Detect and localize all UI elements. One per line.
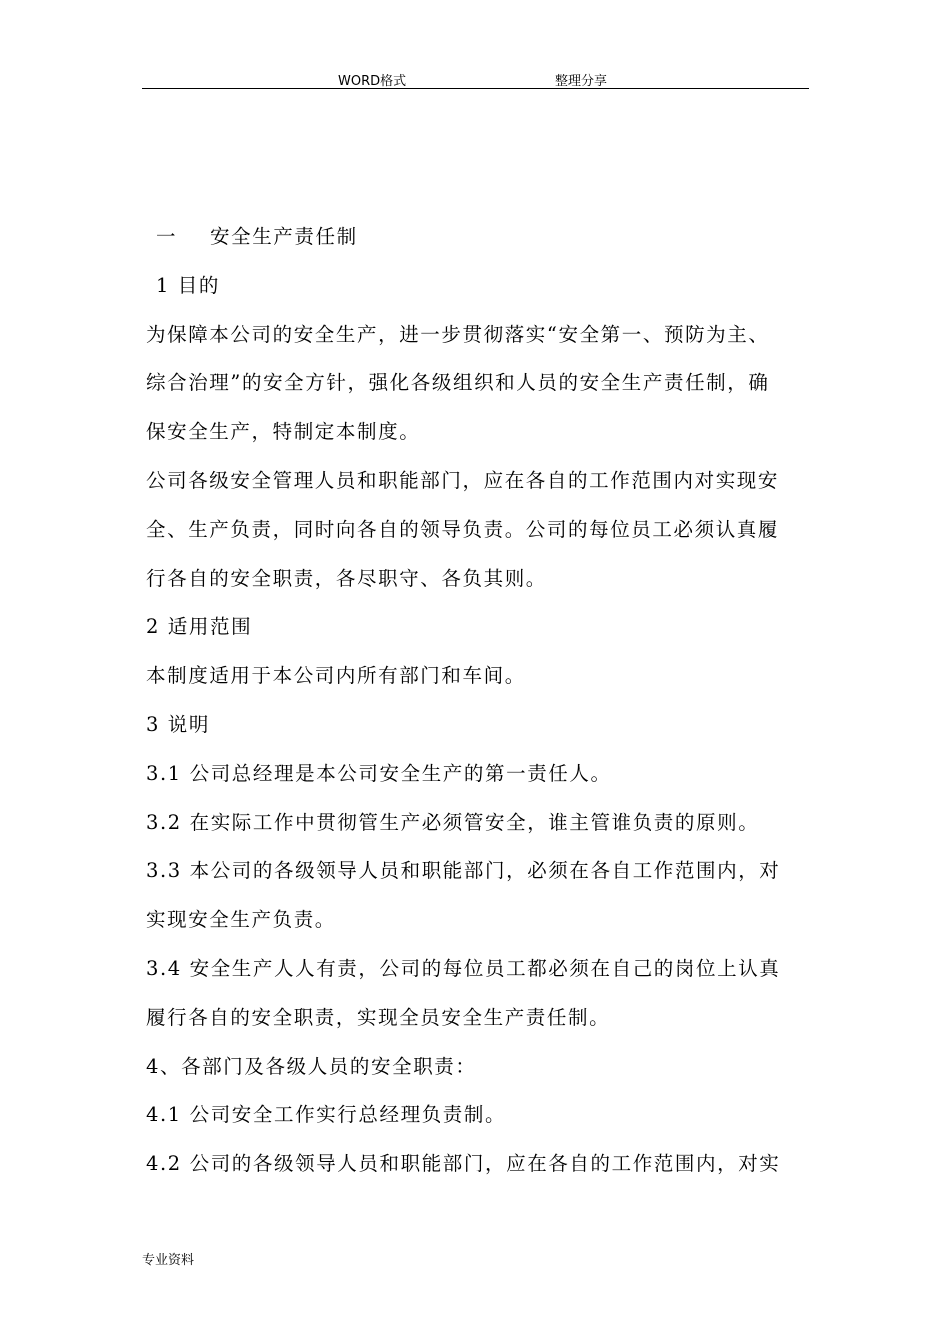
section-number: 一: [156, 225, 178, 248]
paragraph-line: 公司各级安全管理人员和职能部门，应在各自的工作范围内对实现安: [146, 468, 780, 492]
paragraph-line: 行各自的安全职责，各尽职守、各负其则。: [146, 566, 547, 590]
paragraph-line: 履行各自的安全职责，实现全员安全生产责任制。: [146, 1005, 611, 1029]
header-share-label: 整理分享: [555, 74, 608, 89]
subheading-duties: 4、各部门及各级人员的安全职责：: [146, 1054, 477, 1078]
page-header: [142, 70, 809, 88]
subheading-explanation: 3 说明: [146, 712, 211, 736]
clause-4-1: 4.1 公司安全工作实行总经理负责制。: [146, 1103, 507, 1127]
header-divider: [142, 88, 809, 89]
paragraph-line: 保安全生产，特制定本制度。: [146, 420, 421, 444]
section-heading: [146, 213, 811, 262]
clause-3-2: 3.2 在实际工作中贯彻管生产必须管安全，谁主管谁负责的原则。: [146, 810, 760, 834]
page-footer: 专业资料: [142, 1253, 195, 1268]
paragraph-line: 实现安全生产负责。: [146, 908, 336, 932]
paragraph-line: 综合治理”的安全方针，强化各级组织和人员的安全生产责任制，确: [146, 371, 770, 395]
section-title: 安全生产责任制: [210, 225, 358, 248]
clause-4-2: 4.2 公司的各级领导人员和职能部门，应在各自的工作范围内，对实: [146, 1152, 781, 1176]
paragraph-line: 为保障本公司的安全生产，进一步贯彻落实“安全第一、预防为主、: [146, 322, 770, 346]
clause-3-3: 3.3 本公司的各级领导人员和职能部门，必须在各自工作范围内，对: [146, 859, 781, 883]
header-format-label: WORD格式: [338, 74, 407, 89]
paragraph-line: 全、生产负责，同时向各自的领导负责。公司的每位员工必须认真履: [146, 517, 780, 541]
document-body: [146, 213, 811, 1189]
subheading-purpose: 1 目的: [156, 273, 221, 297]
clause-3-1: 3.1 公司总经理是本公司安全生产的第一责任人。: [146, 761, 612, 785]
clause-3-4: 3.4 安全生产人人有责，公司的每位员工都必须在自己的岗位上认真: [146, 956, 781, 980]
paragraph-line: 本制度适用于本公司内所有部门和车间。: [146, 664, 526, 688]
subheading-scope: 2 适用范围: [146, 615, 253, 639]
